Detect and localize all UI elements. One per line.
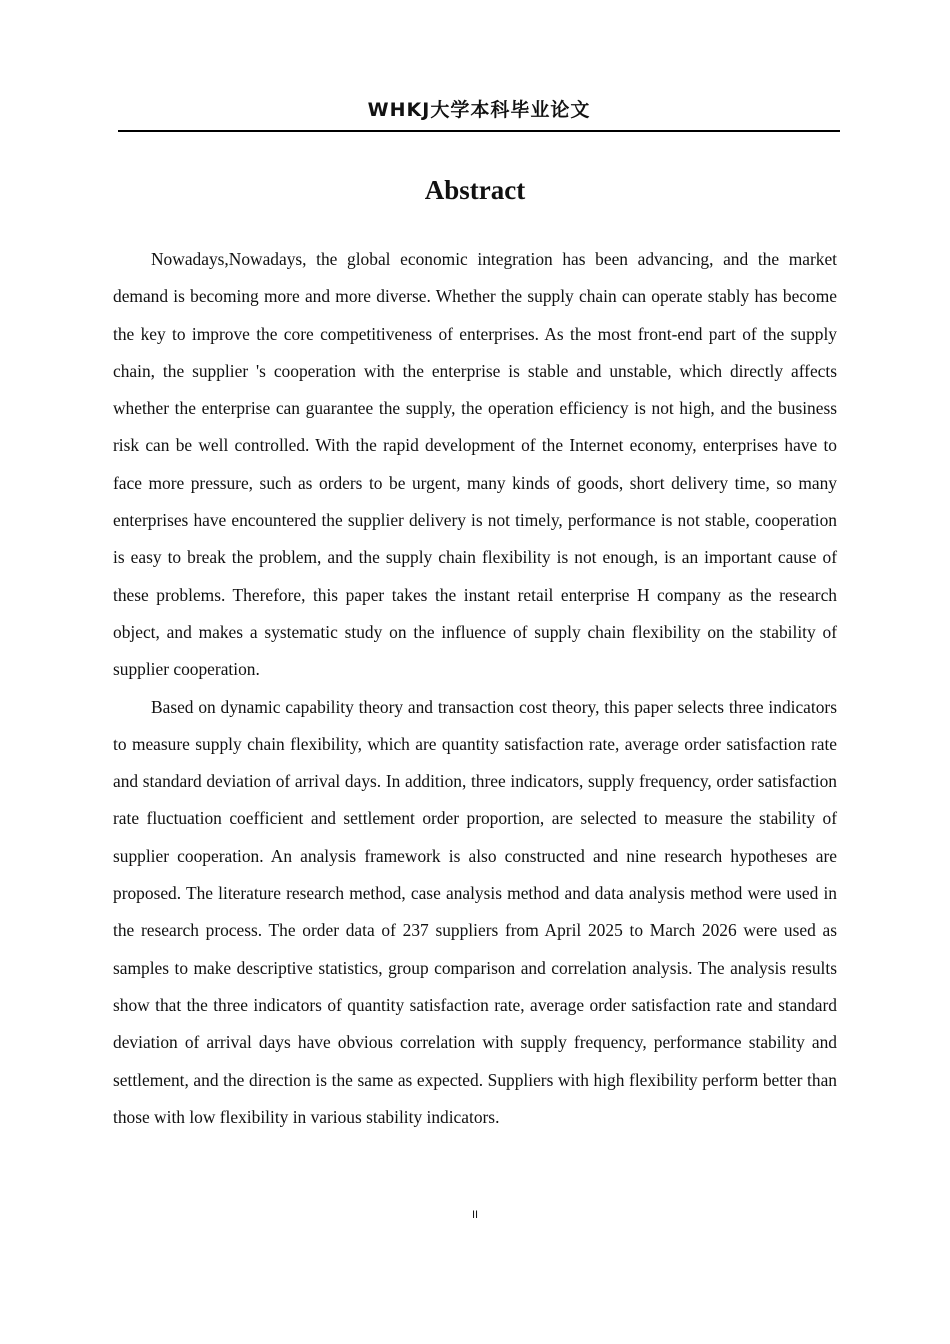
page-number: II (471, 1209, 479, 1221)
page-header (118, 96, 840, 132)
abstract-paragraph-1: Nowadays,Nowadays, the global economic integration has been advancing, and the market demand is becoming more and more diverse. Whether the supply chain can operate stably has become the key to improve the core competitiveness of enterprises. As the most front-end part of the supply chain, the supplier 's cooperation with the enterprise is stable and unstable, which directly affects whether the enterprise can guarantee the supply, the operation efficiency is not high, and the business risk can be well controlled. With the rapid development of the Internet economy, enterprises have to face more pressure, such as orders to be urgent, many kinds of goods, short delivery time, so many enterprises have encountered the supplier delivery is not timely, performance is not stable, cooperation is easy to break the problem, and the supply chain flexibility is not enough, is an important cause of these problems. Therefore, this paper takes the instant retail enterprise H company as the research object, and makes a systematic study on the influence of supply chain flexibility on the stability of supplier cooperation. (113, 249, 837, 680)
thesis-header-title: WHKJ大学本科毕业论文 (367, 99, 591, 121)
abstract-title: Abstract (424, 175, 526, 205)
abstract-paragraph-2: Based on dynamic capability theory and transaction cost theory, this paper selects three indicators to measure supply chain flexibility, which are quantity satisfaction rate, average order satisfaction rate and standard deviation of arrival days. In addition, three indicators, supply frequency, order satisfaction rate fluctuation coefficient and settlement order proportion, are selected to measure the stability of supplier cooperation. An analysis framework is also constructed and nine research hypotheses are proposed. The literature research method, case analysis method and data analysis method were used in the research process. The order data of 237 suppliers from April 2025 to March 2026 were used as samples to make descriptive statistics, group comparison and correlation analysis. The analysis results show that the three indicators of quantity satisfaction rate, average order satisfaction rate and standard deviation of arrival days have obvious correlation with supply frequency, performance stability and settlement, and the direction is the same as expected. Suppliers with high flexibility perform better than those with low flexibility in various stability indicators. (113, 696, 837, 1127)
abstract-body (113, 241, 837, 1136)
